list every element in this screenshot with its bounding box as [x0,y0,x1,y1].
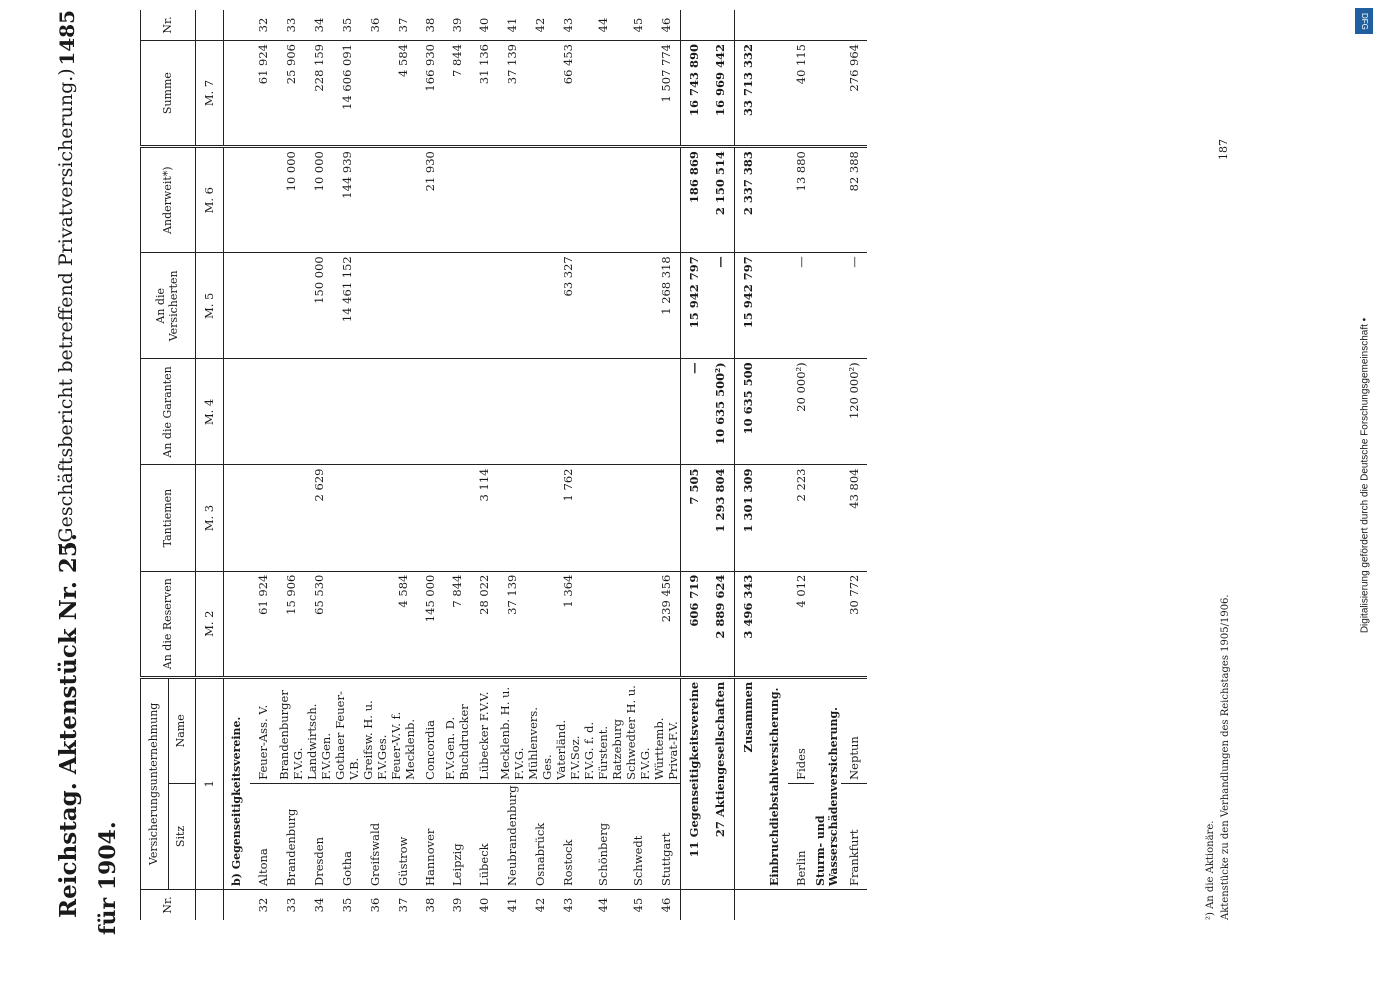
cell-summe: 16 743 890 [680,41,707,147]
row-nr: 34 [311,897,326,913]
row-name: F.V.Gen. D. Buchdrucker [443,677,471,783]
cell-versicherten: — [707,253,734,359]
cell-garanten [389,359,417,465]
cell-tantiemen: 2 223 [788,465,815,571]
row-nr-right [707,10,734,41]
cell-reserven: 61 924 [250,571,277,677]
cell-tantiemen [417,465,444,571]
cell-reserven: 4 012 [788,571,815,677]
section-gegenseitigkeit: b) Gegenseitigkeitsvereine. [223,10,250,920]
empty [814,359,841,465]
row-name: Schwedter H. u. F.V.G. [624,677,652,783]
row-nr: 44 [595,897,610,913]
cell-garanten [417,359,444,465]
empty [761,359,788,465]
table-row [734,10,761,920]
row-name: Mecklenb. H. u. F.V.G. [498,677,526,783]
empty [814,147,841,253]
cell-reserven: 606 719 [680,571,707,677]
row-sitz: Schönberg [582,783,624,889]
table-row [707,10,734,920]
cell-versicherten [389,253,417,359]
cell-tantiemen [361,465,389,571]
row-name: Brandenburger F.V.G. [277,677,305,783]
cell-summe: 25 906 [277,41,305,147]
table-row [624,10,652,920]
row-nr [841,890,868,921]
table-row [582,10,624,920]
row-nr-right [788,10,815,41]
cell-reserven: 1 364 [554,571,582,677]
row-sitz: Lübeck [471,783,498,889]
cell-anderweit: 144 939 [333,147,361,253]
section-label: Sturm- und Wasserschädenversicherung. [814,677,841,889]
col-summe: Summe [141,41,196,147]
cell-summe: 33 713 332 [734,41,761,147]
col-anderweit: Anderweit*) [141,147,196,253]
row-nr: 42 [532,897,547,913]
cell-garanten [277,359,305,465]
cell-anderweit [498,147,526,253]
empty [761,10,788,41]
cell-tantiemen [389,465,417,571]
cell-reserven: 30 772 [841,571,868,677]
col-name: Name [168,677,196,783]
cell-tantiemen [652,465,681,571]
cell-reserven: 28 022 [471,571,498,677]
table-row [471,10,498,920]
col-versicherten: An die Versicherten [141,253,196,359]
cell-summe: 166 930 [417,41,444,147]
header-page-number: 1485 [55,10,79,66]
header-title: (Geschäftsbericht betreffend Privatversicherung.) [55,68,77,550]
row-label: 11 Gegenseitigkeitsvereine [680,677,707,889]
row-sitz: Gotha [333,783,361,889]
cell-summe: 40 115 [788,41,815,147]
cell-tantiemen [526,465,554,571]
cell-anderweit: 13 880 [788,147,815,253]
cell-reserven: 239 456 [652,571,681,677]
row-sitz: Güstrow [389,783,417,889]
cell-garanten: 120 000²) [841,359,868,465]
cell-garanten [250,359,277,465]
cell-reserven: 4 584 [389,571,417,677]
cell-summe: 14 606 091 [333,41,361,147]
cell-tantiemen [250,465,277,571]
empty [814,465,841,571]
cell-versicherten [582,253,624,359]
row-name: Gothaer Feuer-V.B. [333,677,361,783]
row-nr: 46 [658,897,673,913]
cell-garanten [554,359,582,465]
row-nr: 40 [477,897,492,913]
year-label: für 1904. [95,821,121,935]
cell-reserven: 145 000 [417,571,444,677]
cell-summe: 37 139 [498,41,526,147]
col-group: Versicherungsunternehmung [141,677,169,889]
cell-reserven: 3 496 343 [734,571,761,677]
table-row [277,10,305,920]
row-name: Feuer-V.V. f. Mecklenb. [389,677,417,783]
cell-anderweit [624,147,652,253]
cell-tantiemen: 1 293 804 [707,465,734,571]
cell-versicherten [443,253,471,359]
row-sitz: Osnabrück [526,783,554,889]
section-sturm [814,10,841,920]
row-nr: 38 [422,897,437,913]
row-nr-right: 35 [333,10,361,41]
section-label: Einbruchdiebstahlversicherung. [761,677,788,889]
row-sitz: Rostock [554,783,582,889]
row-nr-right: 37 [389,10,417,41]
row-nr-right: 45 [624,10,652,41]
cell-tantiemen: 2 629 [305,465,333,571]
empty [761,890,788,921]
row-sitz: Altona [250,783,277,889]
empty [814,253,841,359]
row-nr: 39 [450,897,464,913]
row-name: Mühlenvers. Ges. [526,677,554,783]
footer-source: Aktenstücke zu den Verhandlungen des Reichstages 1905/1906. [1220,594,1231,920]
row-nr [734,890,761,921]
cell-versicherten [250,253,277,359]
cell-summe: 1 507 774 [652,41,681,147]
cell-tantiemen: 7 505 [680,465,707,571]
row-nr: 32 [256,897,271,913]
cell-garanten [624,359,652,465]
cell-garanten [652,359,681,465]
cell-anderweit: 2 150 514 [707,147,734,253]
cell-versicherten: 1 268 318 [652,253,681,359]
table-row [680,10,707,920]
empty [761,41,788,147]
cell-tantiemen: 43 804 [841,465,868,571]
row-nr [707,890,734,921]
row-nr-right [680,10,707,41]
cell-garanten [361,359,389,465]
table-row [554,10,582,920]
cell-garanten [498,359,526,465]
cell-versicherten [624,253,652,359]
col-garanten: An die Garanten [141,359,196,465]
row-name: Fides [788,677,815,783]
row-nr: 37 [395,897,410,913]
cell-reserven: 2 889 624 [707,571,734,677]
row-label: 27 Aktiengesellschaften [707,677,734,889]
row-sitz: Hannover [417,783,444,889]
cell-summe: 276 964 [841,41,868,147]
cell-reserven [624,571,652,677]
row-nr: 33 [283,897,298,913]
cell-summe: 7 844 [443,41,471,147]
cell-anderweit [361,147,389,253]
cell-anderweit [554,147,582,253]
cell-versicherten: 150 000 [305,253,333,359]
col-sitz: Sitz [168,783,196,889]
table-row [417,10,444,920]
cell-tantiemen [498,465,526,571]
col-reserven: An die Reserven [141,571,196,677]
cell-anderweit: 10 000 [305,147,333,253]
row-nr: 43 [560,897,575,913]
col-nr-right: Nr. [141,10,196,41]
cell-tantiemen [582,465,624,571]
cell-versicherten [471,253,498,359]
footnote: ²) An die Aktionäre. [1205,820,1216,920]
cell-anderweit [652,147,681,253]
cell-summe: 61 924 [250,41,277,147]
cell-reserven: 15 906 [277,571,305,677]
row-nr-right: 36 [361,10,389,41]
row-sitz: Neubrandenburg [498,783,526,889]
cell-versicherten [417,253,444,359]
row-nr-right: 38 [417,10,444,41]
cell-anderweit: 82 388 [841,147,868,253]
cell-anderweit [526,147,554,253]
cell-reserven [526,571,554,677]
table-row [841,10,868,920]
cell-tantiemen [443,465,471,571]
cell-anderweit [389,147,417,253]
cell-anderweit: 21 930 [417,147,444,253]
row-name: F.V.G. f. d. Fürstent. Ratzeburg [582,677,624,783]
row-name: Württemb. Privat-F.V. [652,677,681,783]
row-sitz: Stuttgart [652,783,681,889]
row-name: Greifsw. H. u. F.V.Ges. [361,677,389,783]
row-nr: 35 [339,897,354,913]
table-row [443,10,471,920]
cell-summe: 16 969 442 [707,41,734,147]
row-nr [680,890,707,921]
empty [814,41,841,147]
empty [814,10,841,41]
page-header [0,0,82,1000]
row-nr-right: 42 [526,10,554,41]
cell-summe [526,41,554,147]
row-nr-right: 40 [471,10,498,41]
row-nr-right [841,10,868,41]
cell-tantiemen [277,465,305,571]
cell-versicherten: 15 942 797 [734,253,761,359]
empty [814,571,841,677]
row-name: Landwirtsch. F.V.Gen. [305,677,333,783]
row-name: Vaterländ. F.V.Soz. [554,677,582,783]
cell-tantiemen [333,465,361,571]
row-nr-right: 46 [652,10,681,41]
cell-summe [361,41,389,147]
cell-anderweit [471,147,498,253]
insurance-table [140,10,867,920]
cell-summe: 66 453 [554,41,582,147]
row-name: Lübecker F.V.V. [471,677,498,783]
row-sitz: Schwedt [624,783,652,889]
cell-versicherten [498,253,526,359]
side-credit: Digitalisierung gefördert durch die Deutsche Forschungsgemeinschaft • [1359,317,1371,634]
row-nr-right: 34 [305,10,333,41]
cell-versicherten: 15 942 797 [680,253,707,359]
cell-reserven: 65 530 [305,571,333,677]
cell-reserven: 7 844 [443,571,471,677]
row-nr-right: 41 [498,10,526,41]
row-nr-right: 33 [277,10,305,41]
row-nr-right: 39 [443,10,471,41]
cell-summe [582,41,624,147]
table-row [250,10,277,920]
cell-anderweit [250,147,277,253]
cell-garanten: 20 000²) [788,359,815,465]
empty [761,465,788,571]
cell-reserven: 37 139 [498,571,526,677]
cell-garanten [582,359,624,465]
table-row [305,10,333,920]
table-row [526,10,554,920]
cell-garanten: 10 635 500 [734,359,761,465]
table-row [389,10,417,920]
section-einbruch [761,10,788,920]
row-nr [788,890,815,921]
cell-summe: 4 584 [389,41,417,147]
cell-versicherten: 63 327 [554,253,582,359]
cell-versicherten: — [841,253,868,359]
cell-garanten [526,359,554,465]
cell-summe: 31 136 [471,41,498,147]
cell-anderweit: 2 337 383 [734,147,761,253]
dfg-logo-icon: DFG [1355,8,1373,34]
empty [761,253,788,359]
row-name: Feuer-Ass. V. [250,677,277,783]
cell-versicherten: 14 461 152 [333,253,361,359]
cell-versicherten [526,253,554,359]
cell-summe: 228 159 [305,41,333,147]
cell-anderweit [582,147,624,253]
cell-garanten [443,359,471,465]
row-nr-right [734,10,761,41]
cell-anderweit: 186 869 [680,147,707,253]
cell-tantiemen: 3 114 [471,465,498,571]
row-name: Concordia [417,677,444,783]
row-sitz: Dresden [305,783,333,889]
cell-reserven [361,571,389,677]
cell-versicherten: — [788,253,815,359]
table-row [361,10,389,920]
row-sitz: Frankfurt [841,783,868,889]
table-row [788,10,815,920]
cell-garanten [305,359,333,465]
cell-garanten [333,359,361,465]
cell-versicherten [361,253,389,359]
cell-versicherten [277,253,305,359]
row-name: Neptun [841,677,868,783]
empty [761,147,788,253]
header-left: Reichstag. Aktenstück Nr. 25. [55,533,82,918]
row-nr: 36 [367,897,382,913]
table-row [498,10,526,920]
empty [814,890,841,921]
row-sitz: Leipzig [443,783,471,889]
empty [761,571,788,677]
row-nr-right: 32 [250,10,277,41]
row-label: Zusammen [734,677,761,889]
cell-reserven [582,571,624,677]
row-nr: 41 [504,897,519,913]
table-row [333,10,361,920]
cell-summe [624,41,652,147]
cell-anderweit: 10 000 [277,147,305,253]
row-nr-right: 44 [582,10,624,41]
page-number: 187 [1217,139,1230,160]
cell-tantiemen: 1 301 309 [734,465,761,571]
row-sitz: Brandenburg [277,783,305,889]
cell-tantiemen [624,465,652,571]
cell-garanten: 10 635 500²) [707,359,734,465]
row-sitz: Berlin [788,783,815,889]
unit-row: 1 M. 2 M. 3 M. 4 M. 5 M. 6 M. 7 [196,10,224,920]
cell-reserven [333,571,361,677]
col-nr: Nr. [160,896,174,914]
cell-garanten [471,359,498,465]
cell-anderweit [443,147,471,253]
row-sitz: Greifswald [361,783,389,889]
cell-garanten: — [680,359,707,465]
col-tantiemen: Tantiemen [141,465,196,571]
table-row [652,10,681,920]
row-nr: 45 [630,897,645,913]
row-nr-right: 43 [554,10,582,41]
cell-tantiemen: 1 762 [554,465,582,571]
